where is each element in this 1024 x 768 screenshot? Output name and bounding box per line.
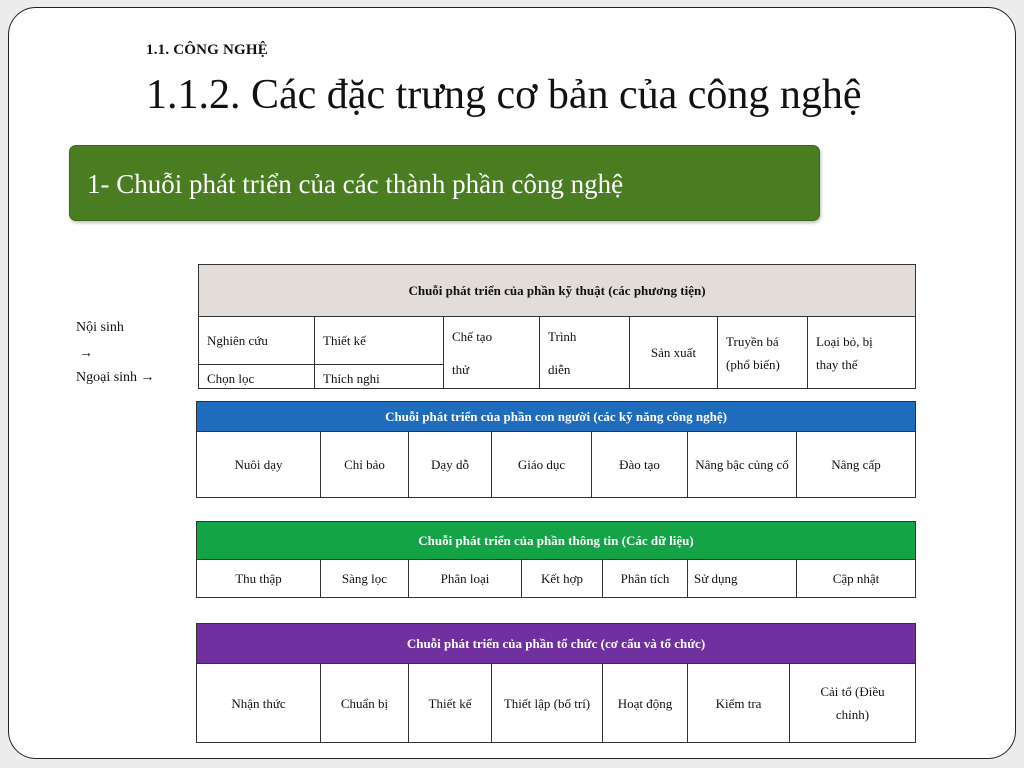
table-cell	[443, 316, 539, 388]
noi-sinh-label: Nội sinh	[76, 320, 124, 335]
cell-line: thử	[452, 361, 470, 377]
table-cell: Nghiên cứu	[198, 316, 314, 364]
arrow-icon: →	[79, 346, 93, 361]
cell-line: diễn	[548, 361, 571, 377]
table-cell: Nhận thức	[196, 663, 320, 742]
technical-table-header: Chuỗi phát triển của phần kỹ thuật (các phương tiện)	[198, 264, 915, 316]
table-cell: Chuẩn bị	[320, 663, 408, 742]
table-cell: Thích nghi	[314, 364, 443, 388]
table-cell: Chỉ bảo	[320, 431, 408, 497]
table-cell: Kết hợp	[521, 559, 602, 597]
table-cell: Cải tổ (Điều chỉnh)	[789, 663, 915, 742]
table-cell: Đào tạo	[591, 431, 687, 497]
organization-table-header: Chuỗi phát triển của phần tổ chức (cơ cấu và tổ chức)	[196, 623, 915, 663]
table-cell: Sử dụng	[687, 559, 796, 597]
table-cell: Giáo dục	[491, 431, 591, 497]
table-cell: Thu thập	[196, 559, 320, 597]
section-banner: 1- Chuỗi phát triển của các thành phần công nghệ	[69, 145, 820, 221]
table-cell: Chọn lọc	[198, 364, 314, 388]
human-table-header: Chuỗi phát triển của phần con người (các kỹ năng công nghệ)	[196, 401, 915, 431]
table-cell: Nâng bậc củng cố	[687, 431, 796, 497]
table-cell: Thiết kế	[408, 663, 491, 742]
table-cell: Sàng lọc	[320, 559, 408, 597]
section-label: 1.1. CÔNG NGHỆ	[146, 42, 268, 58]
slide	[8, 7, 1016, 759]
table-cell	[539, 316, 629, 388]
table-cell: Thiết kế	[314, 316, 443, 364]
cell-line: Truyền bá	[726, 333, 779, 349]
cell-line: Chế tạo	[452, 328, 493, 344]
table-cell: Kiểm tra	[687, 663, 789, 742]
information-table-header: Chuỗi phát triển của phần thông tin (Các dữ liệu)	[196, 521, 915, 559]
ngoai-sinh-label: Ngoại sinh →	[76, 370, 155, 385]
cell-line: thay thế	[816, 356, 858, 372]
table-cell	[807, 316, 915, 388]
table-cell: Hoạt động	[602, 663, 687, 742]
cell-line: Trình	[548, 328, 577, 344]
table-cell: Phân loại	[408, 559, 521, 597]
cell-line: Loại bỏ, bị	[816, 333, 873, 349]
table-cell: Nâng cấp	[796, 431, 915, 497]
table-cell: Thiết lập (bố trí)	[491, 663, 602, 742]
table-cell: Dạy dỗ	[408, 431, 491, 497]
cell-line: (phổ biến)	[726, 356, 780, 372]
table-cell: Phân tích	[602, 559, 687, 597]
table-cell: Cập nhật	[796, 559, 915, 597]
table-cell	[717, 316, 807, 388]
table-cell: Nuôi dạy	[196, 431, 320, 497]
table-cell: Sản xuất	[629, 316, 717, 388]
page-title: 1.1.2. Các đặc trưng cơ bản của công nghệ	[146, 72, 862, 118]
